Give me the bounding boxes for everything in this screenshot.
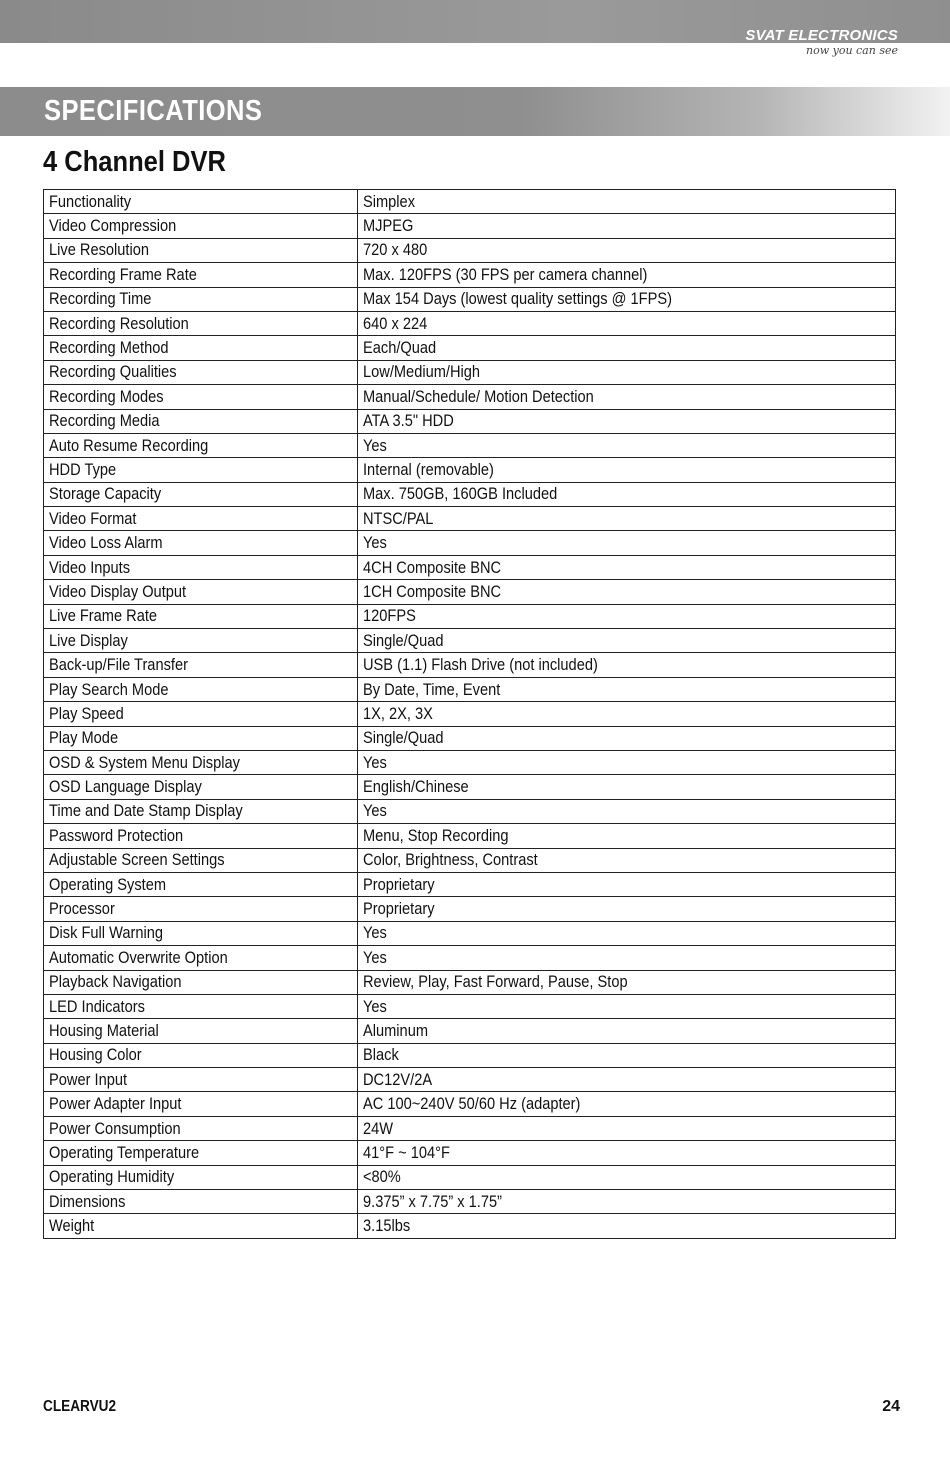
spec-label: Housing Color [49,1045,142,1065]
spec-label-cell [44,311,358,335]
spec-value-cell [358,970,896,994]
spec-value: Proprietary [363,874,435,894]
spec-label-cell [44,775,358,799]
spec-label: Video Compression [49,216,177,236]
table-row [44,555,896,579]
spec-label: Recording Modes [49,386,164,406]
spec-value: 3.15lbs [363,1216,411,1236]
spec-value-cell [358,775,896,799]
table-row [44,775,896,799]
spec-label: Video Inputs [49,557,131,577]
table-row [44,897,896,921]
spec-value: 41°F ~ 104°F [363,1142,450,1162]
spec-label-cell [44,385,358,409]
spec-label-cell [44,1043,358,1067]
table-row [44,799,896,823]
spec-label-cell [44,921,358,945]
spec-value-cell [358,629,896,653]
spec-label: Back-up/File Transfer [49,655,188,675]
spec-value-cell [358,1068,896,1092]
spec-value: Max. 750GB, 160GB Included [363,484,558,504]
spec-value-cell [358,872,896,896]
spec-label-cell [44,824,358,848]
spec-label-cell [44,629,358,653]
spec-value-cell [358,263,896,287]
table-row [44,994,896,1018]
spec-value-cell [358,750,896,774]
spec-label-cell [44,531,358,555]
spec-label-cell [44,970,358,994]
spec-label: Recording Media [49,411,160,431]
spec-value-cell [358,1141,896,1165]
spec-value-cell [358,336,896,360]
spec-label-cell [44,360,358,384]
spec-value: Single/Quad [363,630,444,650]
table-row [44,287,896,311]
table-row [44,1141,896,1165]
table-row [44,238,896,262]
spec-label: Functionality [49,191,132,211]
spec-label: Recording Time [49,289,152,309]
table-row [44,1165,896,1189]
spec-label: Live Resolution [49,240,149,260]
brand-logo [745,28,898,57]
table-row [44,458,896,482]
spec-label: Dimensions [49,1191,126,1211]
spec-label: Time and Date Stamp Display [49,801,243,821]
spec-value-cell [358,385,896,409]
table-row [44,702,896,726]
table-row [44,336,896,360]
table-row [44,433,896,457]
spec-label: OSD & System Menu Display [49,752,240,772]
table-row [44,409,896,433]
spec-value: NTSC/PAL [363,508,434,528]
spec-value: 24W [363,1118,394,1138]
spec-label-cell [44,1092,358,1116]
spec-label-cell [44,555,358,579]
table-row [44,263,896,287]
table-row [44,970,896,994]
spec-label-cell [44,190,358,214]
spec-value: <80% [363,1167,401,1187]
spec-value-cell [358,458,896,482]
table-row [44,531,896,555]
table-row [44,921,896,945]
table-row [44,848,896,872]
table-row [44,1043,896,1067]
table-row [44,360,896,384]
spec-value-cell [358,360,896,384]
spec-value-cell [358,1165,896,1189]
spec-label: Video Loss Alarm [49,533,163,553]
page-heading: 4 Channel DVR [43,146,226,178]
spec-label-cell [44,872,358,896]
footer-product-name: CLEARVU2 [43,1398,117,1415]
spec-label: Live Display [49,630,128,650]
table-row [44,482,896,506]
spec-label-cell [44,848,358,872]
spec-label-cell [44,1019,358,1043]
spec-label: Play Search Mode [49,679,169,699]
table-row [44,214,896,238]
spec-value-cell [358,1043,896,1067]
section-title: SPECIFICATIONS [44,95,263,127]
spec-label: OSD Language Display [49,777,202,797]
table-row [44,824,896,848]
table-row [44,750,896,774]
spec-value: Each/Quad [363,338,437,358]
spec-value: Single/Quad [363,728,444,748]
spec-label-cell [44,238,358,262]
spec-value: Yes [363,533,387,553]
spec-value: Manual/Schedule/ Motion Detection [363,386,594,406]
section-banner [0,87,950,136]
spec-value-cell [358,702,896,726]
spec-value-cell [358,580,896,604]
spec-value: Internal (removable) [363,459,494,479]
spec-label-cell [44,507,358,531]
spec-value-cell [358,799,896,823]
brand-tagline: now you can see [805,44,898,57]
spec-value-cell [358,507,896,531]
spec-value-cell [358,1019,896,1043]
spec-label: Processor [49,899,115,919]
spec-label-cell [44,287,358,311]
spec-value-cell [358,238,896,262]
spec-label: Power Consumption [49,1118,181,1138]
spec-value: 1CH Composite BNC [363,581,502,601]
brand-name: SVAT ELECTRONICS [745,27,898,44]
spec-label-cell [44,1141,358,1165]
spec-value: Max. 120FPS (30 FPS per camera channel) [363,264,648,284]
table-row [44,580,896,604]
spec-label-cell [44,580,358,604]
spec-label: Playback Navigation [49,972,182,992]
spec-value-cell [358,482,896,506]
spec-label-cell [44,897,358,921]
spec-value: MJPEG [363,216,414,236]
spec-label-cell [44,1214,358,1238]
spec-value-cell [358,409,896,433]
spec-label: Recording Qualities [49,362,177,382]
spec-label: Recording Resolution [49,313,189,333]
spec-label-cell [44,336,358,360]
spec-value: By Date, Time, Event [363,679,501,699]
spec-value: Low/Medium/High [363,362,481,382]
spec-label-cell [44,604,358,628]
table-row [44,507,896,531]
spec-value: ATA 3.5" HDD [363,411,454,431]
spec-label: Recording Frame Rate [49,264,197,284]
spec-value-cell [358,311,896,335]
spec-table [43,189,896,1239]
spec-value: Review, Play, Fast Forward, Pause, Stop [363,972,628,992]
spec-value-cell [358,433,896,457]
spec-label-cell [44,458,358,482]
spec-label-cell [44,1068,358,1092]
spec-label: Power Adapter Input [49,1094,182,1114]
spec-label-cell [44,1116,358,1140]
spec-value-cell [358,726,896,750]
spec-value: 9.375” x 7.75” x 1.75” [363,1191,502,1211]
spec-value: 1X, 2X, 3X [363,703,433,723]
spec-value-cell [358,897,896,921]
spec-label-cell [44,263,358,287]
spec-value: Yes [363,435,387,455]
spec-value: Yes [363,923,387,943]
spec-label-cell [44,214,358,238]
spec-value-cell [358,604,896,628]
spec-label: Play Mode [49,728,119,748]
spec-value: Menu, Stop Recording [363,825,509,845]
spec-label: Live Frame Rate [49,606,158,626]
spec-label: Housing Material [49,1020,159,1040]
spec-value-cell [358,824,896,848]
spec-label-cell [44,1165,358,1189]
spec-label: Storage Capacity [49,484,162,504]
spec-value-cell [358,946,896,970]
spec-value: 720 x 480 [363,240,428,260]
spec-value: Aluminum [363,1020,429,1040]
spec-value: AC 100~240V 50/60 Hz (adapter) [363,1094,581,1114]
spec-value: Proprietary [363,899,435,919]
spec-label: Operating Humidity [49,1167,175,1187]
spec-value: Yes [363,996,387,1016]
table-row [44,946,896,970]
spec-label-cell [44,799,358,823]
spec-label: LED Indicators [49,996,145,1016]
spec-label-cell [44,482,358,506]
spec-label: Operating System [49,874,167,894]
spec-label: Video Format [49,508,137,528]
spec-value: USB (1.1) Flash Drive (not included) [363,655,598,675]
spec-label: Play Speed [49,703,124,723]
spec-value-cell [358,848,896,872]
footer-page-number: 24 [882,1398,900,1415]
table-row [44,604,896,628]
spec-label-cell [44,409,358,433]
table-row [44,1019,896,1043]
spec-label: Adjustable Screen Settings [49,850,225,870]
table-row [44,677,896,701]
table-row [44,726,896,750]
spec-value: DC12V/2A [363,1069,433,1089]
spec-value-cell [358,1190,896,1214]
spec-value-cell [358,653,896,677]
spec-value-cell [358,1116,896,1140]
table-row [44,311,896,335]
spec-label-cell [44,946,358,970]
spec-value: 640 x 224 [363,313,428,333]
spec-label-cell [44,750,358,774]
spec-value: 120FPS [363,606,416,626]
spec-label: Auto Resume Recording [49,435,209,455]
spec-value: Yes [363,801,387,821]
spec-value: 4CH Composite BNC [363,557,502,577]
spec-label: Video Display Output [49,581,187,601]
spec-label: Disk Full Warning [49,923,164,943]
spec-value: Black [363,1045,399,1065]
spec-value: Yes [363,752,387,772]
spec-label-cell [44,653,358,677]
spec-label: Recording Method [49,338,169,358]
spec-label-cell [44,433,358,457]
spec-label-cell [44,1190,358,1214]
spec-value-cell [358,555,896,579]
spec-value-cell [358,214,896,238]
table-row [44,385,896,409]
spec-value-cell [358,1092,896,1116]
spec-value: English/Chinese [363,777,469,797]
spec-value-cell [358,1214,896,1238]
spec-label: Automatic Overwrite Option [49,947,228,967]
spec-value: Simplex [363,191,416,211]
table-row [44,629,896,653]
table-row [44,1068,896,1092]
spec-label: Power Input [49,1069,128,1089]
spec-value-cell [358,531,896,555]
spec-table-body [44,190,896,1239]
spec-label: Operating Temperature [49,1142,200,1162]
spec-value-cell [358,677,896,701]
table-row [44,1116,896,1140]
spec-value: Color, Brightness, Contrast [363,850,538,870]
spec-value: Yes [363,947,387,967]
table-row [44,1214,896,1238]
spec-label: Weight [49,1216,95,1236]
spec-value-cell [358,994,896,1018]
spec-value: Max 154 Days (lowest quality settings @ 1FPS) [363,289,672,309]
spec-value-cell [358,287,896,311]
spec-value-cell [358,921,896,945]
table-row [44,190,896,214]
spec-label-cell [44,726,358,750]
spec-label-cell [44,702,358,726]
table-row [44,1092,896,1116]
spec-label-cell [44,994,358,1018]
table-row [44,872,896,896]
spec-value-cell [358,190,896,214]
table-row [44,653,896,677]
spec-label: HDD Type [49,459,117,479]
spec-label: Password Protection [49,825,184,845]
spec-label-cell [44,677,358,701]
table-row [44,1190,896,1214]
